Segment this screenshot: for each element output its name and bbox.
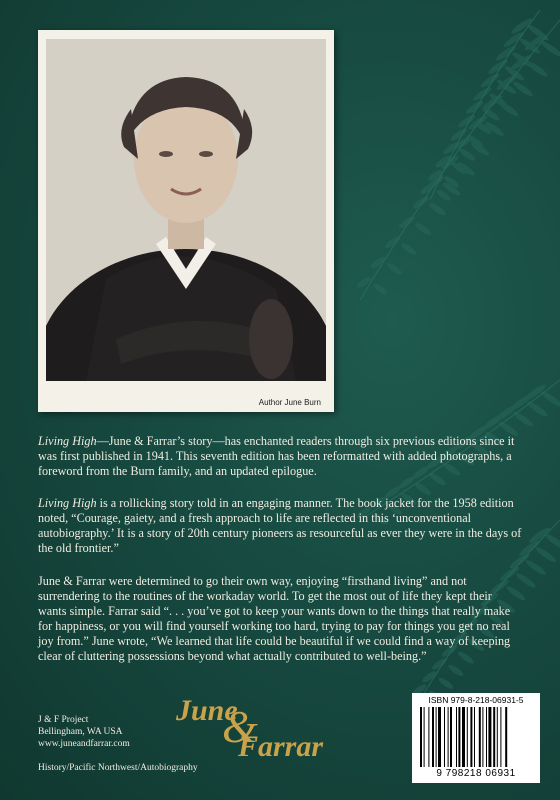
fern-leaf <box>428 201 447 217</box>
book-title-italic: Living High <box>38 496 97 510</box>
barcode-bar <box>450 707 452 767</box>
fern-leaf <box>427 168 444 183</box>
barcode-bar <box>479 707 481 767</box>
fern-leaf <box>386 262 403 277</box>
fern-leaf <box>458 147 477 163</box>
fern-leaf <box>509 53 533 72</box>
barcode-bar <box>488 707 491 767</box>
barcode-bars <box>420 707 532 767</box>
fern-leaf <box>400 241 418 256</box>
fern-leaf <box>526 60 550 79</box>
fern-leaf <box>425 174 445 190</box>
barcode-bar <box>482 707 483 767</box>
fern-leaf <box>457 113 477 129</box>
author-photo-frame <box>38 30 334 412</box>
fern-leaf <box>411 194 430 210</box>
fern-leaf <box>449 127 468 143</box>
barcode-bar <box>456 707 457 767</box>
genre-category: History/Pacific Northwest/Autobiography <box>38 763 198 773</box>
barcode-bar <box>470 707 472 767</box>
fern-leaf <box>472 85 493 102</box>
paragraph-text: —June & Farrar’s story—has enchanted readers through six previous editions since it was first published in 1941. This seventh edition has been reformatted with added photographs, a foreword from the Burn family, and an updated epilogue. <box>38 434 515 478</box>
fern-leaf <box>419 182 436 196</box>
fern-leaf <box>450 161 468 176</box>
fern-leaf <box>495 403 518 422</box>
fern-leaf <box>369 255 386 270</box>
fern-leaf <box>473 119 493 135</box>
fern-leaf <box>509 393 533 412</box>
fern-leaf <box>372 282 389 296</box>
barcode-bar <box>458 707 460 767</box>
portrait-illustration <box>46 39 326 381</box>
book-title-italic: Living High <box>38 434 97 448</box>
fern-leaf <box>414 481 433 497</box>
fern-leaf <box>481 106 501 123</box>
fern-leaf <box>397 215 416 231</box>
fern-leaf <box>414 221 433 237</box>
logo-ampersand: & <box>222 701 258 752</box>
fern-leaf <box>526 23 550 42</box>
isbn-label: ISBN 979-8-218-06931-5 <box>428 695 524 705</box>
fern-leaf <box>439 154 459 171</box>
barcode-bar <box>500 707 501 767</box>
publisher-name: J & F Project <box>38 715 89 725</box>
fern-leaf <box>488 92 509 109</box>
paragraph-text: June & Farrar were determined to go their own way, enjoying “firsthand living” and not surrendering to the routines of the workaday world. To get the most out of life they kept their wants simple. Farrar said “. . . you’ve got to keep your wants down to the things that really make for happiness, or you will find yourself working too hard, trying to pay for things you get no real joy from.” June wrote, “We learned that life could be beautiful if we could find a way of keeping clear of cluttering possessions beyond what actually contributed to well-being.” <box>38 574 511 663</box>
barcode-bar <box>436 707 437 767</box>
barcode-bar <box>474 707 475 767</box>
fern-leaf <box>479 71 501 89</box>
fern-leaf <box>442 140 461 156</box>
fern-leaf <box>383 235 401 250</box>
fern-leaf <box>481 413 503 431</box>
barcode-bar <box>467 707 468 767</box>
barcode-bar <box>432 707 434 767</box>
fern-leaf <box>487 58 509 76</box>
description-paragraph-2 <box>38 496 523 556</box>
fern-leaf <box>540 39 560 58</box>
fern-leaf <box>437 676 454 691</box>
fern-leaf <box>502 30 526 49</box>
fern-leaf <box>466 133 485 149</box>
barcode-bar <box>497 707 498 767</box>
fern-leaf <box>434 154 452 169</box>
fern-leaf <box>540 389 560 408</box>
barcode-bar <box>424 707 425 767</box>
publisher-info <box>38 714 130 750</box>
fern-leaf <box>523 33 547 52</box>
fern-leaf <box>453 134 474 151</box>
fern-leaf <box>518 37 542 56</box>
fern-leaf <box>534 545 558 564</box>
description-paragraph-1 <box>38 434 523 479</box>
fern-leaf <box>526 400 550 419</box>
description-paragraph-3 <box>38 574 523 664</box>
fern-leaf <box>512 80 535 99</box>
fern-leaf <box>544 532 560 551</box>
barcode-bar <box>428 707 429 767</box>
fern-leaf <box>435 188 452 202</box>
fern-leaf <box>481 93 503 111</box>
barcode-digits: 9 798218 06931 <box>436 768 516 779</box>
author-photo <box>46 39 326 381</box>
fern-leaf <box>512 410 535 429</box>
fern-leaf <box>456 161 476 178</box>
fern-leaf <box>523 383 547 402</box>
fern-leaf <box>527 526 551 545</box>
fern-leaf <box>510 16 534 35</box>
fern-leaf <box>443 175 460 190</box>
barcode-bar <box>486 707 487 767</box>
fern-leaf <box>511 50 534 69</box>
fern-leaf <box>355 275 372 289</box>
fern-leaf <box>470 140 491 157</box>
fern-leaf <box>496 78 518 96</box>
barcode-bar <box>462 707 465 767</box>
fern-leaf <box>524 558 547 577</box>
logo-word-farrar: Farrar <box>238 730 324 762</box>
fern-leaf <box>467 114 489 132</box>
fern-leaf <box>484 120 506 138</box>
fern-leaf <box>498 100 520 118</box>
fern-leaf <box>494 44 517 63</box>
publisher-location: Bellingham, WA USA <box>38 727 123 737</box>
june-farrar-logo <box>170 690 340 762</box>
barcode-bar <box>448 707 449 767</box>
isbn-barcode <box>412 693 540 783</box>
fern-leaf <box>495 73 518 92</box>
photo-caption: Author June Burn <box>258 398 321 407</box>
fern-leaf <box>464 99 484 116</box>
fern-leaf <box>503 64 525 82</box>
logo-word-june: June <box>176 694 238 727</box>
fern-leaf <box>442 181 462 197</box>
barcode-bar <box>420 707 422 767</box>
barcode-bar <box>505 707 507 767</box>
paragraph-text: is a rollicking story told in an engaging manner. The book jacket for the 1958 edition noted, “Courage, gaiety, and a fresh approach to life are reflected in this ‘unconventional autobiography.’ It is a story of 20th century pioneers as resourceful as ever they were in the days of the old frontier.” <box>38 496 522 555</box>
barcode-bar <box>438 707 441 767</box>
publisher-website: www.juneandfarrar.com <box>38 739 130 749</box>
fern-leaf <box>447 663 465 678</box>
fern-leaf <box>421 669 438 684</box>
barcode-bar <box>444 707 445 767</box>
barcode-bar <box>493 707 495 767</box>
